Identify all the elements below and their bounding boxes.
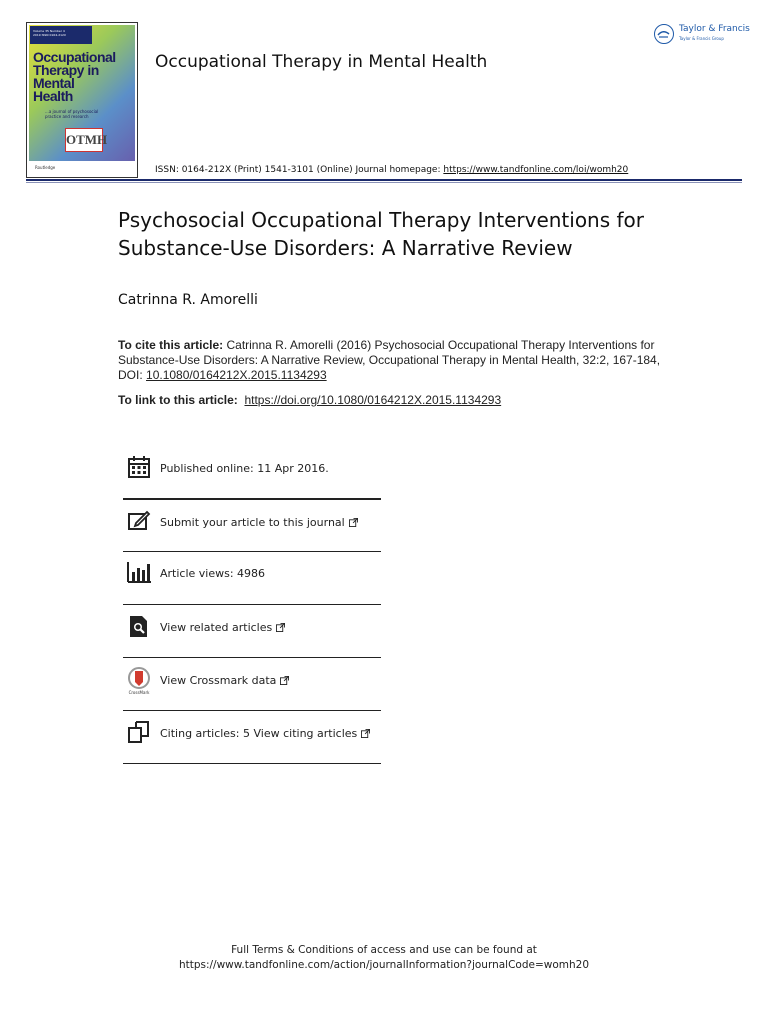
terms-footer xyxy=(0,943,768,973)
terms-url[interactable]: https://www.tandfonline.com/action/journalInformation?journalCode=womh20 xyxy=(178,959,590,971)
edit-icon xyxy=(127,509,151,533)
issn-text: ISSN: 0164-212X (Print) 1541-3101 (Online) Journal homepage: xyxy=(155,165,444,175)
citation-text: Catrinna R. Amorelli (2016) Psychosocial Occupational Therapy Interventions for Substance-Use Disorders: A Narrative Review, Occupational Therapy in Mental Health, 32:2, 167-184, DOI: xyxy=(118,338,661,382)
divider xyxy=(123,710,381,711)
related-articles-label xyxy=(160,621,285,634)
issn-line xyxy=(155,165,628,175)
cover-footer xyxy=(29,161,135,175)
terms-line: Full Terms & Conditions of access and use can be found at xyxy=(231,944,537,956)
divider xyxy=(123,604,381,605)
related-articles-item[interactable] xyxy=(123,614,381,666)
publisher-name: Taylor & Francis xyxy=(679,24,750,34)
citing-articles-icon xyxy=(127,720,151,744)
header-divider xyxy=(26,179,742,181)
divider xyxy=(123,551,381,552)
cover-title: Occupational Therapy in Mental Health xyxy=(33,49,116,104)
published-online-label: Published online: 11 Apr 2016. xyxy=(160,462,329,475)
crossmark-caption: CrossMark xyxy=(128,690,150,695)
citation-block xyxy=(118,338,663,383)
crossmark-label xyxy=(160,674,289,687)
article-author: Catrinna R. Amorelli xyxy=(118,292,258,308)
cover-publisher: Routledge xyxy=(35,165,56,170)
citing-articles-item[interactable] xyxy=(123,720,381,772)
journal-homepage-link[interactable]: https://www.tandfonline.com/loi/womh20 xyxy=(443,165,629,175)
external-link-icon xyxy=(280,676,289,685)
divider xyxy=(123,657,381,658)
publisher-logo[interactable] xyxy=(654,22,754,48)
publisher-group: Taylor & Francis Group xyxy=(679,36,724,41)
cover-emblem: OTMH xyxy=(65,128,103,152)
cover-subtitle: ...a journal of psychosocial practice and research xyxy=(45,109,99,119)
article-title: Psychosocial Occupational Therapy Interventions for Substance-Use Disorders: A Narrative Review xyxy=(118,208,645,260)
submit-article-text: Submit your article to this journal xyxy=(160,516,345,529)
article-link-label: To link to this article: xyxy=(118,393,238,407)
citation-doi-link[interactable]: 10.1080/0164212X.2015.1134293 xyxy=(146,368,327,382)
article-doi-url[interactable]: https://doi.org/10.1080/0164212X.2015.1134293 xyxy=(244,393,502,407)
external-link-icon xyxy=(349,518,358,527)
submit-article-label xyxy=(160,516,358,529)
bar-chart-icon xyxy=(127,560,151,584)
external-link-icon xyxy=(276,623,285,632)
header-divider-secondary xyxy=(26,182,742,183)
search-document-icon xyxy=(127,614,151,638)
citing-articles-label xyxy=(160,727,370,740)
citing-articles-text: Citing articles: 5 View citing articles xyxy=(160,727,358,740)
journal-cover-image xyxy=(26,22,138,178)
divider xyxy=(123,498,381,500)
crossmark-icon xyxy=(127,667,151,695)
crossmark-text: View Crossmark data xyxy=(160,674,277,687)
cover-volume-text: Volume 35 Number 4 2019 ISSN 0164-212X xyxy=(33,29,66,37)
divider xyxy=(123,763,381,764)
crossmark-item[interactable] xyxy=(123,667,381,719)
citation-label: To cite this article: xyxy=(118,338,224,352)
related-articles-text: View related articles xyxy=(160,621,273,634)
article-link-block xyxy=(118,393,501,407)
submit-article-item[interactable] xyxy=(123,509,381,561)
external-link-icon xyxy=(361,729,370,738)
article-views-label: Article views: 4986 xyxy=(160,567,266,580)
calendar-icon xyxy=(127,455,151,479)
tf-logo-icon xyxy=(654,24,674,44)
journal-title: Occupational Therapy in Mental Health xyxy=(155,52,488,72)
